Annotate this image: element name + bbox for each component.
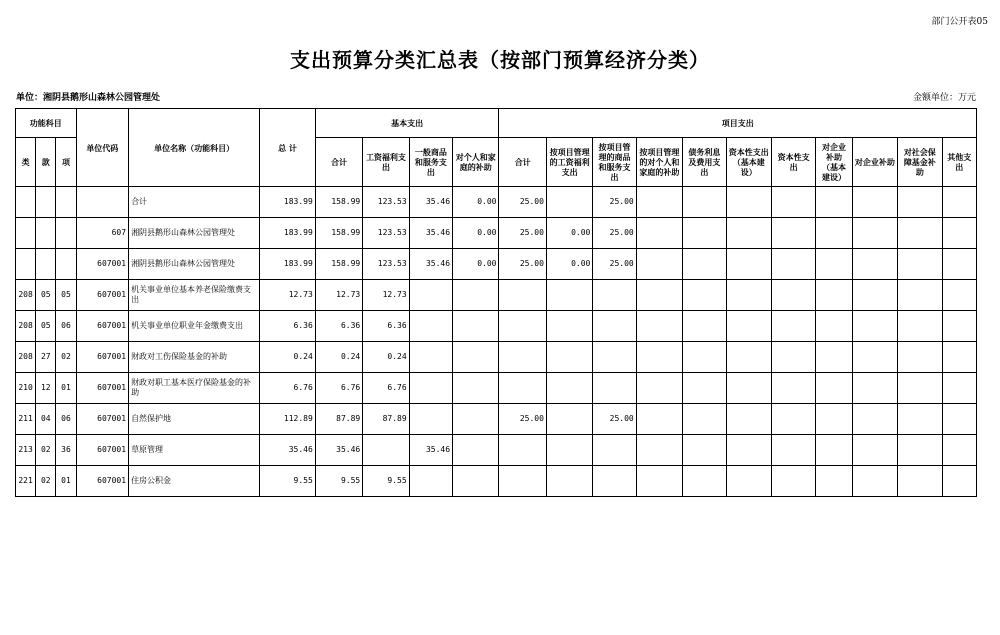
cell-empty: [852, 280, 897, 311]
cell-b-wage: 123.53: [363, 218, 409, 249]
cell-p-wage: [546, 466, 592, 497]
cell-b-wage: 6.76: [363, 373, 409, 404]
cell-name: 住房公积金: [129, 466, 260, 497]
cell-empty: [942, 280, 976, 311]
cell-empty: [852, 311, 897, 342]
cell-code: 607: [76, 218, 128, 249]
header-project-col: 资本性支出: [771, 138, 815, 187]
cell-b-total: 6.36: [315, 311, 362, 342]
cell-empty: [636, 404, 682, 435]
cell-p-wage: [546, 187, 592, 218]
header-project-col: 对企业补助（基本建设）: [816, 138, 852, 187]
cell-b-family: [453, 435, 499, 466]
cell-lei: 211: [16, 404, 36, 435]
table-row: [16, 187, 977, 218]
cell-empty: [898, 218, 942, 249]
header-project-col: 对社会保障基金补助: [898, 138, 942, 187]
cell-code: 607001: [76, 466, 128, 497]
cell-p-wage: [546, 373, 592, 404]
cell-empty: [683, 280, 726, 311]
cell-b-wage: 0.24: [363, 342, 409, 373]
header-basic: 基本支出: [315, 109, 499, 138]
cell-b-total: 6.76: [315, 373, 362, 404]
cell-p-wage: [546, 404, 592, 435]
cell-p-total: [499, 373, 546, 404]
cell-empty: [636, 435, 682, 466]
cell-empty: [816, 311, 852, 342]
header-basic-col: 工资福利支出: [363, 138, 409, 187]
cell-kuan: [36, 249, 56, 280]
cell-empty: [898, 311, 942, 342]
cell-b-family: 0.00: [453, 187, 499, 218]
cell-b-total: 0.24: [315, 342, 362, 373]
table-row: [16, 249, 977, 280]
cell-xiang: 05: [56, 280, 76, 311]
cell-lei: 210: [16, 373, 36, 404]
cell-empty: [816, 466, 852, 497]
cell-b-wage: [363, 435, 409, 466]
cell-code: [76, 187, 128, 218]
cell-empty: [771, 373, 815, 404]
header-project: 项目支出: [499, 109, 977, 138]
cell-b-family: [453, 311, 499, 342]
cell-total: 112.89: [260, 404, 316, 435]
cell-empty: [898, 435, 942, 466]
cell-empty: [816, 249, 852, 280]
cell-p-goods: [593, 311, 636, 342]
cell-empty: [771, 249, 815, 280]
cell-b-total: 158.99: [315, 249, 362, 280]
header-basic-col: 对个人和家庭的补助: [453, 138, 499, 187]
cell-empty: [942, 342, 976, 373]
header-project-col: 对企业补助: [852, 138, 897, 187]
cell-p-total: 25.00: [499, 187, 546, 218]
cell-b-total: 158.99: [315, 218, 362, 249]
cell-b-family: [453, 466, 499, 497]
header-project-col: 其他支出: [942, 138, 976, 187]
cell-empty: [636, 466, 682, 497]
cell-kuan: 05: [36, 280, 56, 311]
cell-empty: [683, 466, 726, 497]
cell-b-goods: [409, 311, 452, 342]
table-body: [16, 187, 977, 497]
cell-b-wage: 12.73: [363, 280, 409, 311]
table-row: [16, 435, 977, 466]
cell-empty: [636, 280, 682, 311]
unit-label: 单位：湘阴县鹅形山森林公园管理处: [16, 93, 161, 103]
header-unit-name: 单位名称（功能科目）: [129, 109, 260, 187]
table-row: [16, 218, 977, 249]
cell-total: 6.76: [260, 373, 316, 404]
cell-empty: [942, 311, 976, 342]
cell-p-total: [499, 435, 546, 466]
cell-lei: 208: [16, 342, 36, 373]
cell-empty: [771, 187, 815, 218]
table-row: [16, 373, 977, 404]
cell-empty: [852, 466, 897, 497]
cell-empty: [898, 466, 942, 497]
table-row: [16, 342, 977, 373]
header-xiang: 项: [56, 138, 76, 187]
cell-b-family: 0.00: [453, 249, 499, 280]
cell-b-family: [453, 404, 499, 435]
cell-b-wage: 9.55: [363, 466, 409, 497]
cell-b-family: 0.00: [453, 218, 499, 249]
cell-empty: [683, 342, 726, 373]
header-basic-col: 合计: [315, 138, 362, 187]
amount-unit: 金额单位：万元: [912, 93, 976, 103]
cell-name: 机关事业单位基本养老保险缴费支出: [129, 280, 260, 311]
cell-p-total: 25.00: [499, 218, 546, 249]
cell-p-goods: [593, 435, 636, 466]
cell-total: 183.99: [260, 218, 316, 249]
cell-empty: [816, 373, 852, 404]
cell-p-total: [499, 466, 546, 497]
cell-empty: [636, 373, 682, 404]
cell-empty: [726, 373, 771, 404]
cell-lei: 208: [16, 280, 36, 311]
cell-name: 合计: [129, 187, 260, 218]
cell-empty: [683, 187, 726, 218]
cell-p-wage: [546, 280, 592, 311]
header-func-subject: 功能科目: [16, 109, 77, 138]
cell-empty: [683, 249, 726, 280]
cell-b-goods: [409, 342, 452, 373]
cell-b-goods: 35.46: [409, 218, 452, 249]
cell-lei: [16, 218, 36, 249]
cell-b-wage: 87.89: [363, 404, 409, 435]
header-unit-code: 单位代码: [76, 109, 128, 187]
cell-p-goods: 25.00: [593, 404, 636, 435]
cell-xiang: 06: [56, 404, 76, 435]
header-basic-col: 一般商品和服务支出: [409, 138, 452, 187]
cell-code: 607001: [76, 342, 128, 373]
cell-empty: [726, 466, 771, 497]
cell-empty: [852, 404, 897, 435]
cell-empty: [816, 342, 852, 373]
cell-empty: [726, 311, 771, 342]
header-project-col: 资本性支出（基本建设）: [726, 138, 771, 187]
cell-p-goods: 25.00: [593, 249, 636, 280]
header-total: 总 计: [260, 109, 316, 187]
cell-empty: [771, 404, 815, 435]
cell-code: 607001: [76, 373, 128, 404]
cell-empty: [636, 342, 682, 373]
header-project-col: 合计: [499, 138, 546, 187]
cell-xiang: 06: [56, 311, 76, 342]
cell-empty: [816, 404, 852, 435]
cell-lei: [16, 187, 36, 218]
cell-name: 湘阴县鹅形山森林公园管理处: [129, 249, 260, 280]
cell-xiang: 02: [56, 342, 76, 373]
cell-lei: 221: [16, 466, 36, 497]
cell-code: 607001: [76, 249, 128, 280]
cell-empty: [726, 435, 771, 466]
cell-kuan: 02: [36, 466, 56, 497]
cell-empty: [771, 342, 815, 373]
cell-p-wage: [546, 342, 592, 373]
cell-b-total: 87.89: [315, 404, 362, 435]
cell-empty: [898, 373, 942, 404]
cell-p-goods: [593, 342, 636, 373]
cell-p-total: 25.00: [499, 249, 546, 280]
cell-p-wage: 0.00: [546, 249, 592, 280]
cell-empty: [636, 311, 682, 342]
cell-lei: 213: [16, 435, 36, 466]
cell-empty: [942, 249, 976, 280]
cell-empty: [816, 280, 852, 311]
cell-kuan: [36, 187, 56, 218]
cell-code: 607001: [76, 404, 128, 435]
cell-code: 607001: [76, 435, 128, 466]
cell-kuan: 12: [36, 373, 56, 404]
table-row: [16, 466, 977, 497]
cell-name: 财政对职工基本医疗保险基金的补助: [129, 373, 260, 404]
cell-p-total: 25.00: [499, 404, 546, 435]
table-row: [16, 311, 977, 342]
cell-b-goods: [409, 373, 452, 404]
cell-p-goods: [593, 280, 636, 311]
cell-empty: [683, 373, 726, 404]
cell-empty: [726, 342, 771, 373]
cell-lei: [16, 249, 36, 280]
cell-empty: [726, 280, 771, 311]
cell-total: 6.36: [260, 311, 316, 342]
header-kuan: 款: [36, 138, 56, 187]
cell-p-wage: [546, 435, 592, 466]
cell-empty: [771, 435, 815, 466]
cell-empty: [816, 187, 852, 218]
cell-empty: [898, 187, 942, 218]
cell-empty: [636, 218, 682, 249]
cell-empty: [726, 249, 771, 280]
cell-total: 183.99: [260, 249, 316, 280]
cell-empty: [852, 218, 897, 249]
cell-empty: [942, 435, 976, 466]
header-project-col: 按项目管理的商品和服务支出: [593, 138, 636, 187]
cell-p-total: [499, 311, 546, 342]
cell-empty: [942, 187, 976, 218]
cell-b-goods: [409, 280, 452, 311]
cell-b-total: 158.99: [315, 187, 362, 218]
cell-b-total: 35.46: [315, 435, 362, 466]
cell-name: 机关事业单位职业年金缴费支出: [129, 311, 260, 342]
cell-empty: [683, 435, 726, 466]
cell-b-family: [453, 342, 499, 373]
cell-kuan: [36, 218, 56, 249]
cell-empty: [726, 187, 771, 218]
table-row: [16, 280, 977, 311]
cell-kuan: 05: [36, 311, 56, 342]
cell-b-wage: 6.36: [363, 311, 409, 342]
cell-empty: [636, 249, 682, 280]
cell-p-total: [499, 342, 546, 373]
cell-p-wage: [546, 311, 592, 342]
cell-p-goods: [593, 466, 636, 497]
cell-xiang: [56, 187, 76, 218]
cell-empty: [771, 280, 815, 311]
cell-empty: [898, 249, 942, 280]
cell-p-goods: 25.00: [593, 218, 636, 249]
cell-empty: [898, 280, 942, 311]
cell-kuan: 04: [36, 404, 56, 435]
cell-name: 湘阴县鹅形山森林公园管理处: [129, 218, 260, 249]
header-project-col: 债务利息及费用支出: [683, 138, 726, 187]
cell-empty: [771, 218, 815, 249]
cell-empty: [771, 311, 815, 342]
cell-empty: [683, 218, 726, 249]
cell-b-goods: 35.46: [409, 249, 452, 280]
cell-p-goods: 25.00: [593, 187, 636, 218]
cell-empty: [852, 249, 897, 280]
cell-empty: [898, 342, 942, 373]
cell-total: 35.46: [260, 435, 316, 466]
cell-b-total: 9.55: [315, 466, 362, 497]
cell-empty: [683, 311, 726, 342]
cell-empty: [942, 466, 976, 497]
cell-b-goods: 35.46: [409, 187, 452, 218]
cell-b-goods: [409, 404, 452, 435]
cell-empty: [726, 404, 771, 435]
cell-xiang: [56, 249, 76, 280]
cell-xiang: 01: [56, 466, 76, 497]
cell-lei: 208: [16, 311, 36, 342]
form-number: 部门公开表05: [931, 17, 988, 27]
budget-table: [15, 108, 977, 497]
cell-total: 9.55: [260, 466, 316, 497]
cell-p-total: [499, 280, 546, 311]
cell-xiang: [56, 218, 76, 249]
cell-b-wage: 123.53: [363, 249, 409, 280]
cell-xiang: 01: [56, 373, 76, 404]
cell-kuan: 02: [36, 435, 56, 466]
header-lei: 类: [16, 138, 36, 187]
cell-p-goods: [593, 373, 636, 404]
cell-empty: [852, 342, 897, 373]
cell-b-goods: [409, 466, 452, 497]
cell-empty: [942, 404, 976, 435]
cell-name: 财政对工伤保险基金的补助: [129, 342, 260, 373]
cell-name: 草原管理: [129, 435, 260, 466]
cell-b-family: [453, 373, 499, 404]
cell-code: 607001: [76, 280, 128, 311]
cell-p-wage: 0.00: [546, 218, 592, 249]
cell-empty: [726, 218, 771, 249]
cell-total: 183.99: [260, 187, 316, 218]
cell-b-wage: 123.53: [363, 187, 409, 218]
cell-total: 12.73: [260, 280, 316, 311]
header-project-col: 按项目管理的工资福利支出: [546, 138, 592, 187]
cell-kuan: 27: [36, 342, 56, 373]
cell-total: 0.24: [260, 342, 316, 373]
cell-empty: [898, 404, 942, 435]
cell-empty: [942, 373, 976, 404]
cell-name: 自然保护地: [129, 404, 260, 435]
cell-b-goods: 35.46: [409, 435, 452, 466]
cell-empty: [636, 187, 682, 218]
cell-empty: [942, 218, 976, 249]
page-title: 支出预算分类汇总表（按部门预算经济分类）: [290, 48, 710, 72]
cell-code: 607001: [76, 311, 128, 342]
cell-empty: [683, 404, 726, 435]
cell-b-family: [453, 280, 499, 311]
cell-xiang: 36: [56, 435, 76, 466]
table-row: [16, 404, 977, 435]
cell-empty: [852, 373, 897, 404]
cell-empty: [852, 435, 897, 466]
cell-empty: [852, 187, 897, 218]
cell-empty: [816, 218, 852, 249]
cell-b-total: 12.73: [315, 280, 362, 311]
cell-empty: [816, 435, 852, 466]
cell-empty: [771, 466, 815, 497]
header-project-col: 按项目管理的对个人和家庭的补助: [636, 138, 682, 187]
